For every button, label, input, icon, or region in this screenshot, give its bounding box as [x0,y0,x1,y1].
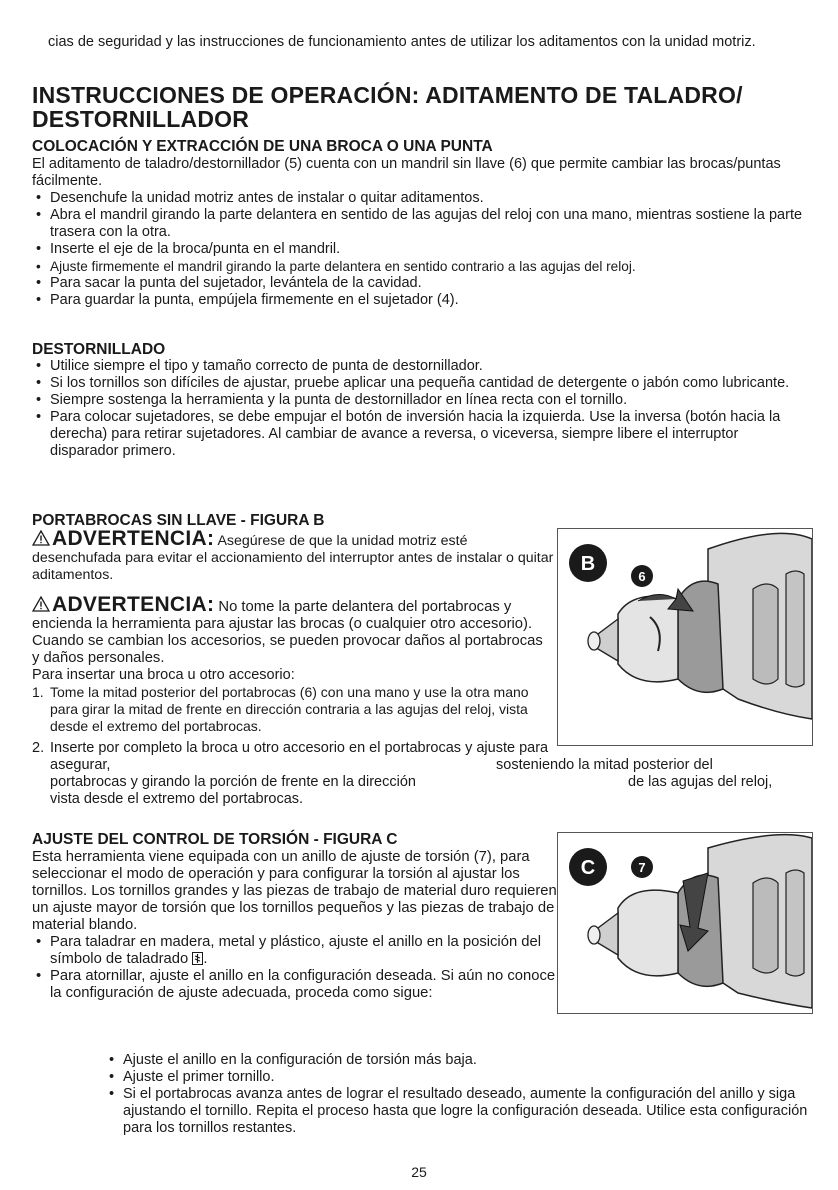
list-item: • Inserte el eje de la broca/punta en el mandril. [32,241,812,258]
section-paragraph: Para insertar una broca u otro accesorio: [32,667,295,683]
warning-block-2 [32,593,554,735]
warning-label: ADVERTENCIA: [52,527,215,550]
page-number: 25 [411,1164,427,1180]
list-item: • Para colocar sujetadores, se debe empujar el botón de inversión hacia la izquierda. Use la inversa (botón hacia la derecha) para retirar sujetadores. Al cambiar de avance a reversa, o viceversa, siempre libere el interruptor disparador primero. [32,409,812,460]
section-paragraph: Esta herramienta viene equipada con un anillo de ajuste de torsión (7), para seleccionar el modo de operación y para configurar la torsión al ajustar los tornillos. Los tornillos grandes y las piezas de trabajo de material duro requieren un ajuste mayor de torsión que los tornillos pequeños y las piezas de trabajo de material blando. [32,849,557,933]
list-item [32,684,554,735]
intro-text: cias de seguridad y las instrucciones de funcionamiento antes de utilizar los aditamentos con la unidad motriz. [48,34,756,50]
drill-chuck-illustration [558,529,812,745]
list-item: • Ajuste el primer tornillo. [105,1069,810,1086]
list-item-text: de las agujas del reloj, [628,774,773,790]
list-item: • Abra el mandril girando la parte delantera en sentido de las agujas del reloj con una mano, mientras sostiene la parte trasera con la otra. [32,207,812,241]
warning-text: No tome la parte delantera del portabrocas y encienda la herramienta para ajustar las brocas (o cualquier otro accesorio). Cuando se cambian los accesorios, se pueden provocar daños al portabrocas y daños personales. [32,599,543,666]
figure-letter: C [580,857,596,879]
list-item-text: sosteniendo la mitad posterior del [496,757,713,773]
list-item-text: portabrocas y girando la porción de frente en la dirección [50,774,416,790]
list-item-text: vista desde el extremo del portabrocas. [50,791,304,807]
list-item-text: Tome la mitad posterior del portabrocas (6) con una mano y use la otra mano para girar la mitad de frente en dirección contraria a las agujas del reloj, vista desde el extremo del portabrocas. [50,684,529,734]
numbered-list [32,684,554,735]
step-2-block [32,740,812,808]
section-ajuste [32,849,558,1002]
section-heading-destornillado: DESTORNILLADO [32,341,166,358]
section-heading-colocacion: COLOCACIÓN Y EXTRACCIÓN DE UNA BROCA O UNA PUNTA [32,138,493,155]
list-item-text: Para taladrar en madera, metal y plástico, ajuste el anillo en la posición del símbolo de taladrado [50,934,542,967]
drill-symbol-icon [192,952,203,965]
callout-number: 6 [638,569,646,584]
bullet-list [32,358,812,460]
section-paragraph: El aditamento de taladro/destornillador (5) cuenta con un mandril sin llave (6) que permite cambiar las brocas/puntas fácilmente. [32,156,781,189]
list-number: 2. [32,740,45,756]
section-destornillado [32,358,812,460]
list-item: • Utilice siempre el tipo y tamaño correcto de punta de destornillador. [32,358,812,375]
warning-block-1 [32,527,554,584]
list-item: • Para taladrar en madera, metal y plástico, ajuste el anillo en la posición del símbolo de taladrado . [32,934,558,968]
list-item: • Desenchufe la unidad motriz antes de instalar o quitar aditamentos. [32,190,812,207]
bullet-list [32,190,812,309]
warning-label: ADVERTENCIA: [52,593,215,616]
list-number: 1. [32,684,44,700]
list-item: • Para atornillar, ajuste el anillo en la configuración deseada. Si aún no conoce la configuración de ajuste adecuada, proceda como sigue: [32,968,558,1002]
list-item: • Siempre sostenga la herramienta y la punta de destornillador en línea recta con el tornillo. [32,392,812,409]
warning-triangle-icon [32,530,50,546]
warning-text: Asegúrese de que la unidad motriz esté desenchufada para evitar el accionamiento del interruptor antes de instalar o quitar aditamentos. [32,533,554,583]
list-item: • Si los tornillos son difíciles de ajustar, pruebe aplicar una pequeña cantidad de detergente o jabón como lubricante. [32,375,812,392]
section-heading-portabrocas: PORTABROCAS SIN LLAVE - FIGURA B [32,512,325,529]
page-title: INSTRUCCIONES DE OPERACIÓN: ADITAMENTO DE TALADRO/ DESTORNILLADOR [32,82,743,132]
list-item: • Ajuste firmemente el mandril girando la parte delantera en sentido contrario a las agujas del reloj. [32,258,812,275]
bullet-list [105,1052,810,1137]
figure-letter: B [580,553,596,575]
list-item: • Para sacar la punta del sujetador, levántela de la cavidad. [32,275,812,292]
list-item [32,740,812,808]
drill-torque-ring-illustration [558,833,812,1013]
warning-triangle-icon [32,596,50,612]
figure-c [557,832,813,1014]
section-colocacion [32,156,812,309]
list-item: • Ajuste el anillo en la configuración de torsión más baja. [105,1052,810,1069]
list-item: • Para guardar la punta, empújela firmemente en el sujetador (4). [32,292,812,309]
list-item: • Si el portabrocas avanza antes de lograr el resultado deseado, aumente la configuración del anillo y siga ajustando el tornillo. Repita el proceso hasta que logre la configuración deseada. Utilice esta configuración para los tornillos restantes. [105,1086,810,1137]
figure-b [557,528,813,746]
callout-number: 7 [638,860,646,875]
section-heading-ajuste: AJUSTE DEL CONTROL DE TORSIÓN - FIGURA C [32,831,398,848]
sub-list-block [105,1052,810,1137]
bullet-list [32,934,558,1002]
list-item-text: Inserte por completo la broca u otro accesorio en el portabrocas y ajuste para asegurar, [50,740,549,773]
